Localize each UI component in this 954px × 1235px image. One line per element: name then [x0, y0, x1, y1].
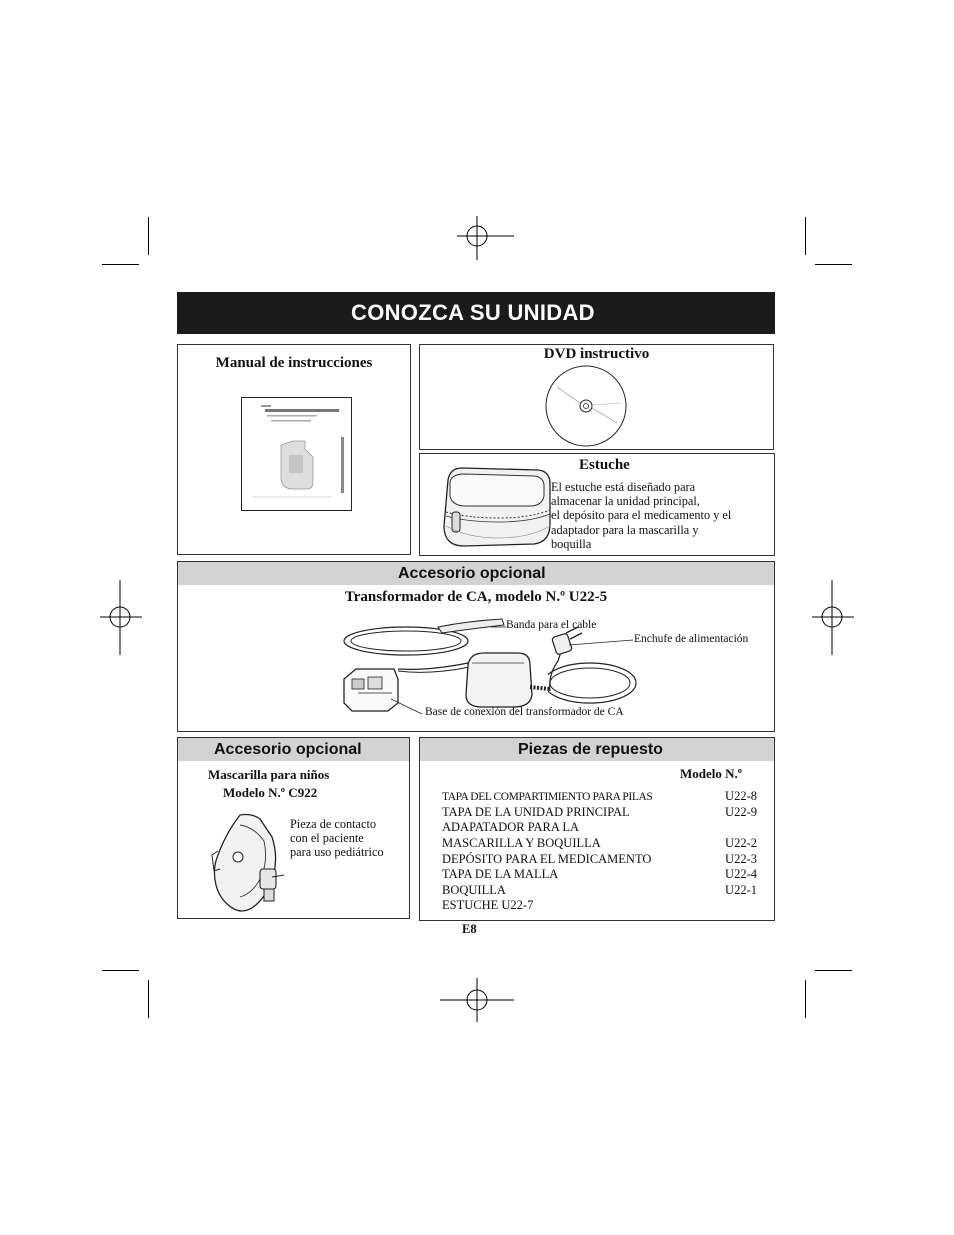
case-description-line: el depósito para el medicamento y el — [551, 508, 732, 523]
spare-part-name: BOQUILLA — [442, 883, 506, 897]
dvd-box — [419, 344, 774, 450]
optional-accessory-mask-header: Accesorio opcional — [177, 737, 410, 762]
case-illustration — [438, 462, 554, 552]
case-description-line: boquilla — [551, 536, 592, 551]
callout-power-plug: Enchufe de alimentación — [634, 633, 749, 645]
case-label: Estuche — [579, 457, 630, 473]
spare-part-row — [442, 805, 757, 820]
case-description-line: El estuche está diseñado para — [551, 480, 696, 494]
manual-box — [177, 344, 411, 555]
transformer-title: Transformador de CA, modelo N.º U22-5 — [344, 589, 608, 605]
dvd-label: DVD instructivo — [543, 346, 650, 362]
spare-part-name: ADAPATADOR PARA LA — [442, 820, 579, 834]
callout-transformer-base: Base de conexión del transformador de CA — [425, 706, 624, 718]
spare-part-code: U22-3 — [725, 852, 757, 866]
spare-part-name: TAPA DEL COMPARTIMIENTO PARA PILAS — [442, 791, 653, 803]
mask-callout-line: con el paciente — [290, 831, 364, 845]
optional-accessory-header: Accesorio opcional — [177, 561, 775, 586]
spare-part-row — [442, 852, 757, 867]
spare-part-name: TAPA DE LA UNIDAD PRINCIPAL — [442, 805, 630, 819]
mask-callout-line: Pieza de contacto — [290, 817, 377, 831]
spare-part-name: MASCARILLA Y BOQUILLA — [442, 836, 601, 850]
registration-mark-right — [812, 580, 862, 655]
spare-part-code: U22-9 — [725, 805, 757, 819]
registration-mark-left — [100, 580, 150, 655]
case-description-line: adaptador para la mascarilla y — [551, 522, 699, 537]
spare-part-row — [442, 867, 757, 882]
spare-part-code: U22-1 — [725, 883, 757, 897]
spare-part-code: U22-8 — [725, 789, 757, 803]
case-box — [419, 453, 775, 556]
pediatric-mask-illustration — [210, 811, 286, 915]
spare-part-row — [442, 836, 757, 851]
manual-booklet-illustration — [241, 397, 352, 511]
mask-name: Mascarilla para niños — [208, 767, 330, 782]
spare-part-code: U22-2 — [725, 836, 757, 850]
transformer-box — [177, 585, 775, 732]
mask-callout — [290, 817, 384, 859]
mask-model: Modelo N.º C922 — [223, 785, 318, 800]
spare-part-name: DEPÓSITO PARA EL MEDICAMENTO — [442, 852, 652, 866]
spare-part-row — [442, 898, 757, 913]
mask-callout-line: para uso pediátrico — [290, 845, 384, 859]
case-description — [551, 480, 731, 551]
page-number: E8 — [462, 922, 477, 936]
spare-part-row — [442, 789, 757, 805]
case-description-line: almacenar la unidad principal, — [551, 494, 700, 509]
registration-mark-bottom — [440, 978, 520, 1023]
spare-parts-header: Piezas de repuesto — [419, 737, 775, 762]
spare-part-name: TAPA DE LA MALLA — [442, 867, 559, 881]
spare-parts-column-header: Modelo N.º — [680, 766, 743, 781]
dvd-disc-illustration — [545, 365, 629, 449]
spare-part-name: ESTUCHE U22-7 — [442, 898, 534, 912]
spare-part-row — [442, 820, 757, 835]
mask-box — [177, 761, 410, 919]
spare-part-code: U22-4 — [725, 867, 757, 881]
spare-part-row — [442, 883, 757, 898]
callout-cable-band: Banda para el cable — [506, 619, 597, 631]
manual-label: Manual de instrucciones — [215, 355, 373, 371]
registration-mark-top — [457, 216, 517, 266]
page-title: CONOZCA SU UNIDAD — [177, 292, 775, 334]
